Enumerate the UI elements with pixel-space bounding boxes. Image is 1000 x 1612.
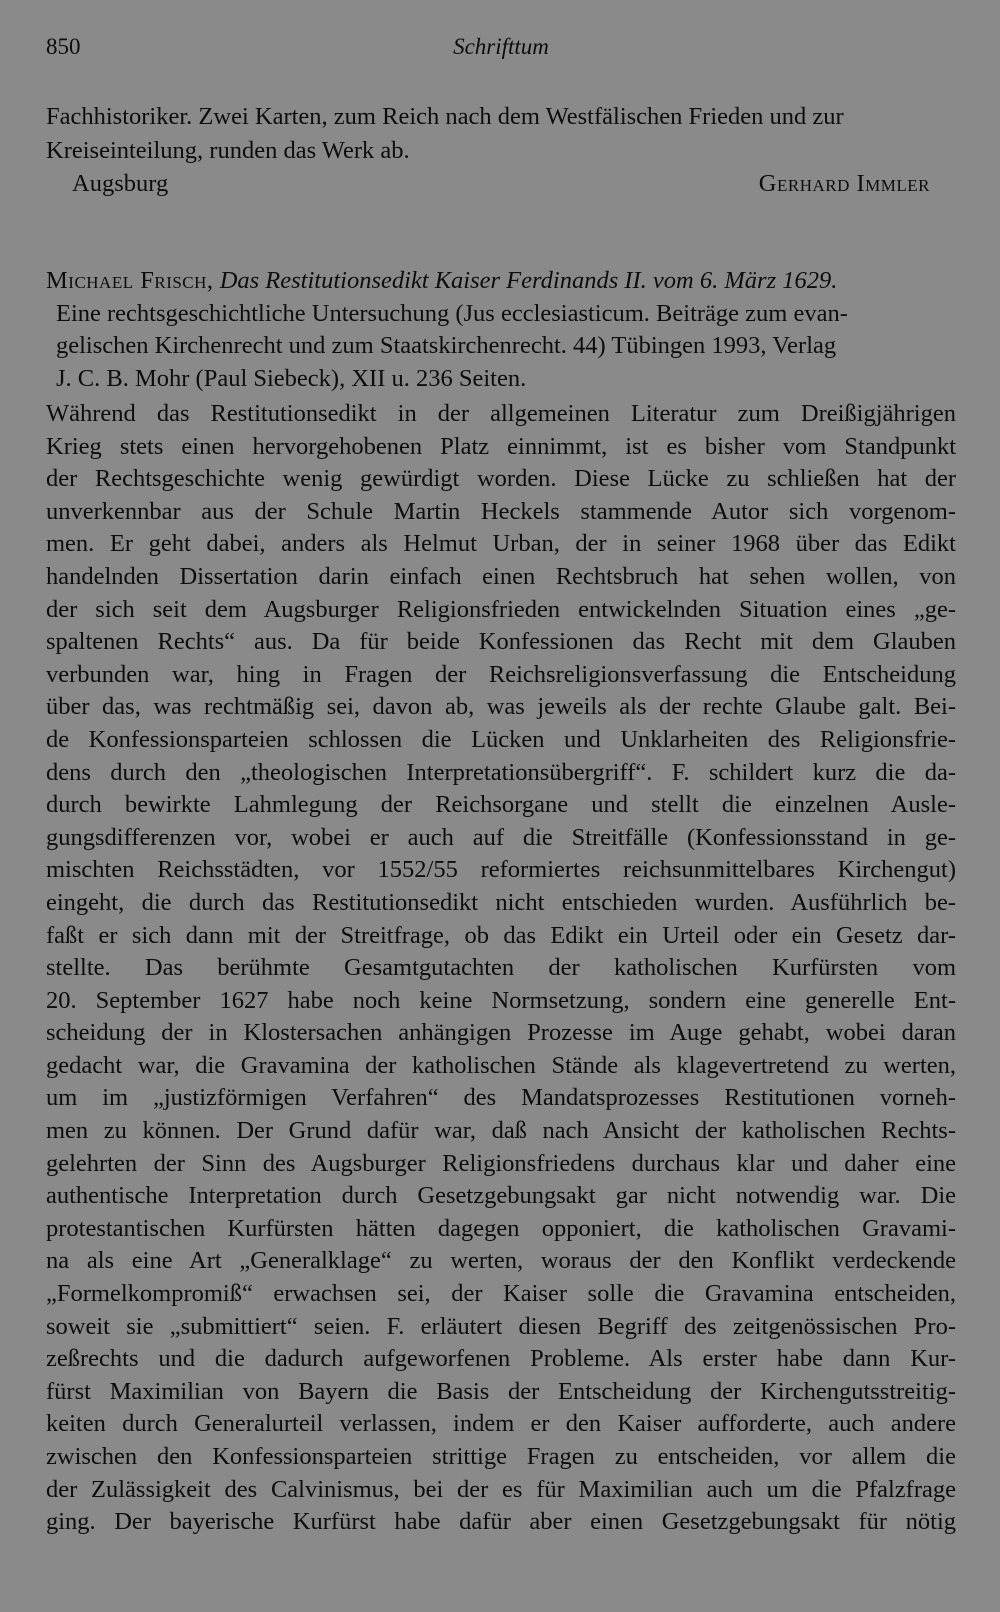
book-title: Das Restitutionsedikt Kaiser Ferdinands II. vom 6. März 1629. (219, 267, 838, 294)
page-number: 850 (46, 34, 81, 59)
body-line: eingeht, die durch das Restitutionsedikt nicht entschieden wurden. Ausführlich be- (46, 888, 956, 916)
body-line: Während das Restitutionsedikt in der allgemeinen Literatur zum Dreißigjährigen (46, 400, 956, 427)
review-body (46, 398, 956, 1539)
body-line: zwischen den Konfessionsparteien strittige Fragen zu entscheiden, vor allem die (46, 1443, 956, 1470)
reviewer-place: Augsburg (72, 170, 169, 197)
body-line: authentische Interpretation durch Gesetzgebungsakt gar nicht notwendig war. Die (46, 1182, 956, 1210)
body-line: dens durch den „theologischen Interpretationsübergriff“. F. schildert kurz die da- (46, 758, 956, 786)
citation-heading (46, 265, 956, 298)
body-line: gedacht war, die Gravamina der katholischen Stände als klagevertretend zu werten, (46, 1051, 956, 1079)
review-signature (46, 167, 956, 201)
body-line: handelnden Dissertation darin einfach einen Rechtsbruch hat sehen wollen, von (46, 562, 956, 590)
previous-review-ending (46, 100, 956, 201)
body-line: verbunden war, hing in Fragen der Reichsreligionsverfassung die Entscheidung (46, 660, 956, 688)
body-line: „Formelkompromiß“ erwachsen sei, der Kaiser solle die Gravamina entscheiden, (46, 1280, 956, 1308)
body-line: scheidung der in Klostersachen anhängigen Prozesse im Auge gehabt, wobei daran (46, 1019, 956, 1047)
body-line: faßt er sich dann mit der Streitfrage, ob das Edikt ein Urteil oder ein Gesetz dar- (46, 921, 956, 949)
text-line: Kreiseinteilung, runden das Werk ab. (46, 136, 410, 164)
page-header (46, 34, 956, 68)
body-line: gelehrten der Sinn des Augsburger Religionsfriedens durchaus klar und daher eine (46, 1149, 956, 1177)
body-line: über das, was rechtmäßig sei, davon ab, was jeweils als der rechte Glaube galt. Bei- (46, 693, 956, 721)
body-line: men zu können. Der Grund dafür war, daß nach Ansicht der katholischen Rechts- (46, 1117, 956, 1145)
text-line: Fachhistoriker. Zwei Karten, zum Reich nach dem Westfälischen Frieden und zur (46, 103, 844, 130)
body-line: fürst Maximilian von Bayern die Basis der Entscheidung der Kirchengutsstreitig- (46, 1377, 956, 1405)
body-line: protestantischen Kurfürsten hätten dagegen opponiert, die katholischen Gravami- (46, 1214, 956, 1242)
body-line: mischten Reichsstädten, vor 1552/55 reformiertes reichsunmittelbares Kirchengut) (46, 856, 956, 884)
reviewer-name: Gerhard Immler (758, 170, 930, 197)
body-line: um im „justizförmigen Verfahren“ des Mandatsprozesses Restitutionen vorneh- (46, 1084, 956, 1112)
body-line: men. Er geht dabei, anders als Helmut Urban, der in seiner 1968 über das Edikt (46, 530, 956, 558)
body-line: de Konfessionsparteien schlossen die Lücken und Unklarheiten des Religionsfrie- (46, 725, 956, 753)
citation-line: gelischen Kirchenrecht und zum Staatskirchenrecht. 44) Tübingen 1993, Verlag (56, 332, 837, 359)
body-line: unverkennbar aus der Schule Martin Heckels stammende Autor sich vorgenom- (46, 497, 956, 525)
citation-line: J. C. B. Mohr (Paul Siebeck), XII u. 236 Seiten. (56, 364, 527, 392)
body-line: durch bewirkte Lahmlegung der Reichsorgane und stellt die einzelnen Ausle- (46, 791, 956, 819)
body-line: keiten durch Generalurteil verlassen, indem er den Kaiser aufforderte, auch andere (46, 1410, 956, 1438)
body-line: der Zulässigkeit des Calvinismus, bei der es für Maximilian auch um die Pfalzfrage (46, 1475, 956, 1503)
body-line: zeßrechts und die dadurch aufgeworfenen Probleme. Als erster habe dann Kur- (46, 1345, 956, 1373)
body-line: Krieg stets einen hervorgehobenen Platz einnimmt, ist es bisher vom Standpunkt (46, 432, 956, 460)
body-line: der Rechtsgeschichte wenig gewürdigt worden. Diese Lücke zu schließen hat der (46, 465, 956, 493)
body-line: 20. September 1627 habe noch keine Normsetzung, sondern eine generelle Ent- (46, 986, 956, 1014)
body-line: der sich seit dem Augsburger Religionsfrieden entwickelnden Situation eines „ge- (46, 595, 956, 623)
body-line: stellte. Das berühmte Gesamtgutachten der katholischen Kurfürsten vom (46, 954, 956, 982)
citation-line: Eine rechtsgeschichtliche Untersuchung (Jus ecclesiasticum. Beiträge zum evan- (56, 299, 848, 327)
body-line: soweit sie „submittiert“ seien. F. erläutert diesen Begriff des zeitgenössischen Pro- (46, 1312, 956, 1340)
book-citation (46, 265, 956, 395)
book-author: Michael Frisch, (46, 267, 214, 294)
body-line: na als eine Art „Generalklage“ zu werten, woraus der den Konflikt verdeckende (46, 1247, 956, 1275)
body-line: ging. Der bayerische Kurfürst habe dafür aber einen Gesetzgebungsakt für nötig (46, 1508, 956, 1536)
body-line: spaltenen Rechts“ aus. Da für beide Konfessionen das Recht mit dem Glauben (46, 628, 956, 656)
running-head: Schrifttum (453, 34, 549, 59)
body-line: gungsdifferenzen vor, wobei er auch auf die Streitfälle (Konfessionsstand in ge- (46, 823, 956, 851)
